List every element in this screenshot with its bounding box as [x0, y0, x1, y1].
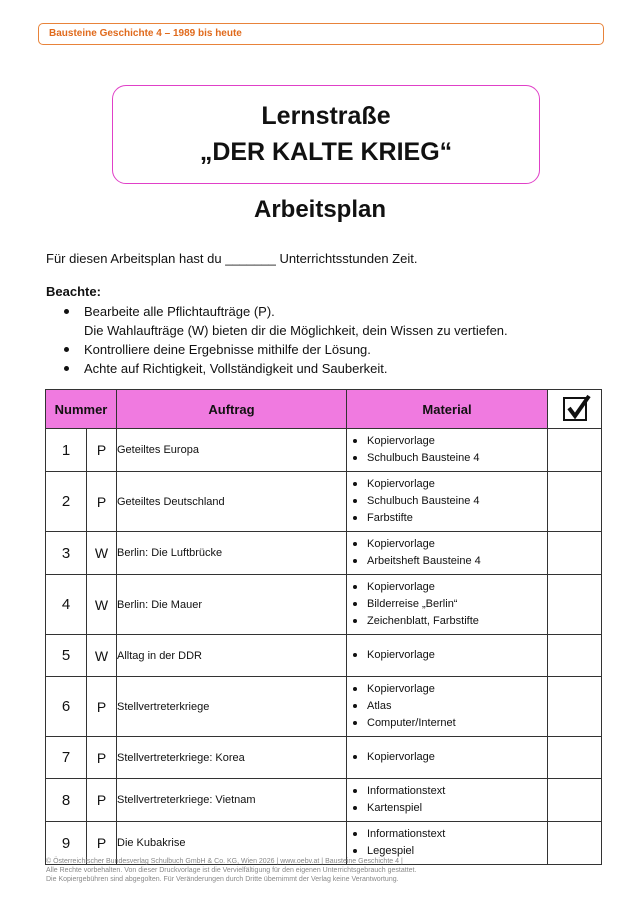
table-row	[46, 737, 602, 779]
row-material	[347, 779, 548, 822]
table-row	[46, 429, 602, 472]
series-header	[38, 23, 604, 45]
material-item: Atlas	[367, 698, 547, 715]
page-subtitle: Arbeitsplan	[253, 196, 387, 223]
row-check-cell[interactable]	[548, 822, 602, 865]
material-item: Kopiervorlage	[367, 579, 547, 596]
row-check-cell[interactable]	[548, 472, 602, 532]
row-number: 3	[46, 532, 87, 575]
material-item: Kopiervorlage	[367, 536, 547, 553]
title-line-1: Lernstraße	[261, 102, 391, 130]
table-row	[46, 472, 602, 532]
row-task: Berlin: Die Luftbrücke	[117, 532, 347, 575]
table-row	[46, 677, 602, 737]
row-task: Stellvertreterkriege	[117, 677, 347, 737]
row-type: P	[87, 677, 117, 737]
row-task: Stellvertreterkriege: Korea	[117, 737, 347, 779]
footer-line-3: Die Kopiergebühren sind abgegolten. Für Veränderungen durch Dritte übernimmt der Verlag keine Verantwortung.	[46, 876, 399, 883]
table-row	[46, 635, 602, 677]
row-check-cell[interactable]	[548, 429, 602, 472]
header-check	[548, 390, 602, 429]
row-task: Geteiltes Europa	[117, 429, 347, 472]
row-type: W	[87, 532, 117, 575]
row-type: P	[87, 822, 117, 865]
material-item: Kopiervorlage	[367, 681, 547, 698]
row-type: P	[87, 429, 117, 472]
row-task: Alltag in der DDR	[117, 635, 347, 677]
material-item: Informationstext	[367, 826, 547, 843]
material-item: Schulbuch Bausteine 4	[367, 450, 547, 467]
row-number: 9	[46, 822, 87, 865]
note-item	[84, 302, 508, 340]
material-list	[347, 532, 547, 574]
material-list	[347, 779, 547, 821]
row-material	[347, 472, 548, 532]
row-type: P	[87, 737, 117, 779]
footer-line-2: Alle Rechte vorbehalten. Von dieser Druckvorlage ist die Vervielfältigung für den eigenen Unterrichtsgebrauch gestattet.	[46, 867, 417, 874]
row-check-cell[interactable]	[548, 532, 602, 575]
row-material	[347, 429, 548, 472]
table-header-row	[46, 390, 602, 429]
row-number: 7	[46, 737, 87, 779]
row-check-cell[interactable]	[548, 677, 602, 737]
note-text: Die Wahlaufträge (W) bieten dir die Möglichkeit, dein Wissen zu vertiefen.	[84, 323, 508, 338]
material-item: Farbstifte	[367, 510, 547, 527]
material-item: Zeichenblatt, Farbstifte	[367, 613, 547, 630]
row-number: 6	[46, 677, 87, 737]
row-type: W	[87, 635, 117, 677]
table-row	[46, 532, 602, 575]
material-item: Computer/Internet	[367, 715, 547, 732]
row-type: W	[87, 575, 117, 635]
time-instruction: Für diesen Arbeitsplan hast du _______ Unterrichtsstunden Zeit.	[46, 251, 418, 266]
material-item: Kopiervorlage	[367, 476, 547, 493]
row-material	[347, 532, 548, 575]
row-number: 8	[46, 779, 87, 822]
row-number: 5	[46, 635, 87, 677]
material-item: Schulbuch Bausteine 4	[367, 493, 547, 510]
header-task: Auftrag	[117, 390, 347, 429]
footer-line-1: © Österreichischer Bundesverlag Schulbuch GmbH & Co. KG, Wien 2026 | www.oebv.at | Bausteine Geschichte 4 |	[46, 858, 403, 865]
note-item: Achte auf Richtigkeit, Vollständigkeit und Sauberkeit.	[84, 359, 508, 378]
material-list	[347, 643, 547, 668]
row-check-cell[interactable]	[548, 737, 602, 779]
material-list	[347, 677, 547, 736]
material-list	[347, 575, 547, 634]
title-box	[112, 85, 540, 184]
material-list	[347, 745, 547, 770]
note-text: Bearbeite alle Pflichtaufträge (P).	[84, 304, 275, 319]
row-material	[347, 677, 548, 737]
material-item: Kopiervorlage	[367, 749, 547, 766]
title-line-2: „DER KALTE KRIEG“	[199, 138, 453, 166]
row-material	[347, 575, 548, 635]
row-task: Geteiltes Deutschland	[117, 472, 347, 532]
row-number: 4	[46, 575, 87, 635]
row-task: Die Kubakrise	[117, 822, 347, 865]
material-item: Kopiervorlage	[367, 433, 547, 450]
notes-label: Beachte:	[46, 284, 101, 299]
row-task: Stellvertreterkriege: Vietnam	[117, 779, 347, 822]
material-list	[347, 472, 547, 531]
notes-list	[46, 302, 508, 378]
series-title: Bausteine Geschichte 4 – 1989 bis heute	[49, 28, 242, 39]
material-item: Legespiel	[367, 843, 547, 860]
row-check-cell[interactable]	[548, 779, 602, 822]
material-item: Informationstext	[367, 783, 547, 800]
table-row	[46, 575, 602, 635]
footer	[46, 857, 416, 884]
work-plan-table	[45, 389, 602, 865]
material-list	[347, 429, 547, 471]
row-number: 1	[46, 429, 87, 472]
checkbox-checked-icon	[563, 397, 587, 421]
row-check-cell[interactable]	[548, 575, 602, 635]
row-type: P	[87, 779, 117, 822]
row-task: Berlin: Die Mauer	[117, 575, 347, 635]
row-material	[347, 737, 548, 779]
row-number: 2	[46, 472, 87, 532]
row-type: P	[87, 472, 117, 532]
material-item: Kartenspiel	[367, 800, 547, 817]
material-item: Arbeitsheft Bausteine 4	[367, 553, 547, 570]
note-item: Kontrolliere deine Ergebnisse mithilfe der Lösung.	[84, 340, 508, 359]
header-number: Nummer	[46, 390, 117, 429]
row-check-cell[interactable]	[548, 635, 602, 677]
header-material: Material	[347, 390, 548, 429]
material-item: Kopiervorlage	[367, 647, 547, 664]
row-material	[347, 635, 548, 677]
table-row	[46, 779, 602, 822]
material-item: Bilderreise „Berlin“	[367, 596, 547, 613]
